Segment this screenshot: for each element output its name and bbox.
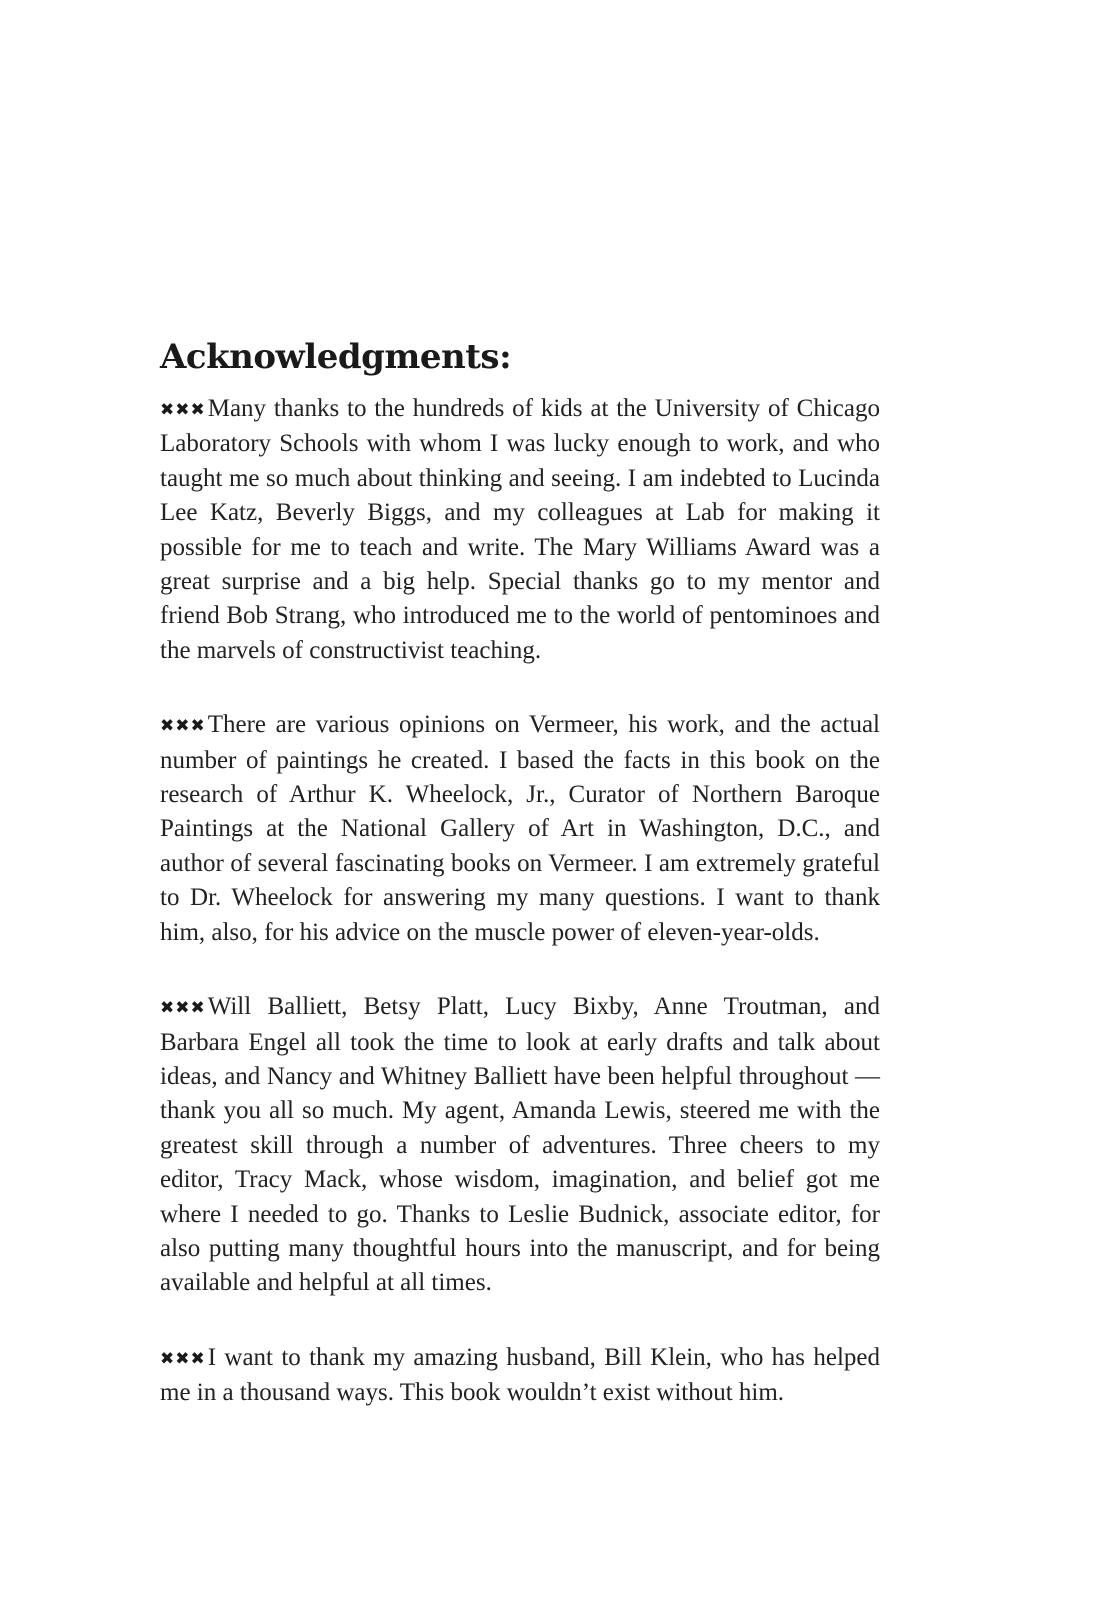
- x-marker-icon: ✖✖✖: [160, 716, 206, 737]
- x-marker-icon: ✖✖✖: [160, 1348, 206, 1369]
- x-marker-icon: ✖✖✖: [160, 400, 206, 420]
- paragraph-text: There are various opinions on Vermeer, his work, and the actual number of paintings he created. I based the facts in this book on the research of Arthur K. Wheelock, Jr., Curator of Northern Baroque Paintings at the National Gallery of Art in Washington, D.C., and author of several fascinating books on Vermeer. I am extremely grateful to Dr. Wheelock for answering my many questions. I want to thank him, also, for his advice on the muscle power of eleven-year-olds.: [160, 711, 880, 946]
- acknowledgments-page: [160, 330, 880, 1411]
- page-title: Acknowledgments:: [160, 337, 512, 377]
- paragraph-2: [160, 708, 880, 950]
- paragraph-4: [160, 1341, 880, 1411]
- paragraph-1: [160, 392, 880, 668]
- paragraph-text: Will Balliett, Betsy Platt, Lucy Bixby, Anne Troutman, and Barbara Engel all took the time to look at early drafts and talk about ideas, and Nancy and Whitney Balliett have been helpful throughout — thank you all so much. My agent, Amanda Lewis, steered me with the greatest skill through a number of adventures. Three cheers to my editor, Tracy Mack, whose wisdom, imagination, and belief got me where I needed to go. Thanks to Leslie Budnick, associate editor, for also putting many thoughtful hours into the manuscript, and for being available and helpful at all times.: [160, 993, 880, 1297]
- x-marker-icon: ✖✖✖: [160, 998, 206, 1019]
- paragraph-text: I want to thank my amazing husband, Bill Klein, who has helped me in a thousand ways. This book wouldn’t exist without him.: [160, 1343, 880, 1407]
- paragraph-3: [160, 990, 880, 1301]
- paragraph-text: Many thanks to the hundreds of kids at the University of Chicago Laboratory Schools with whom I was lucky enough to work, and who taught me so much about thinking and seeing. I am indebted to Lucinda Lee Katz, Beverly Biggs, and my colleagues at Lab for making it possible for me to teach and write. The Mary Williams Award was a great surprise and a big help. Special thanks go to my mentor and friend Bob Strang, who introduced me to the world of pentominoes and the marvels of constructivist teaching.: [160, 395, 880, 664]
